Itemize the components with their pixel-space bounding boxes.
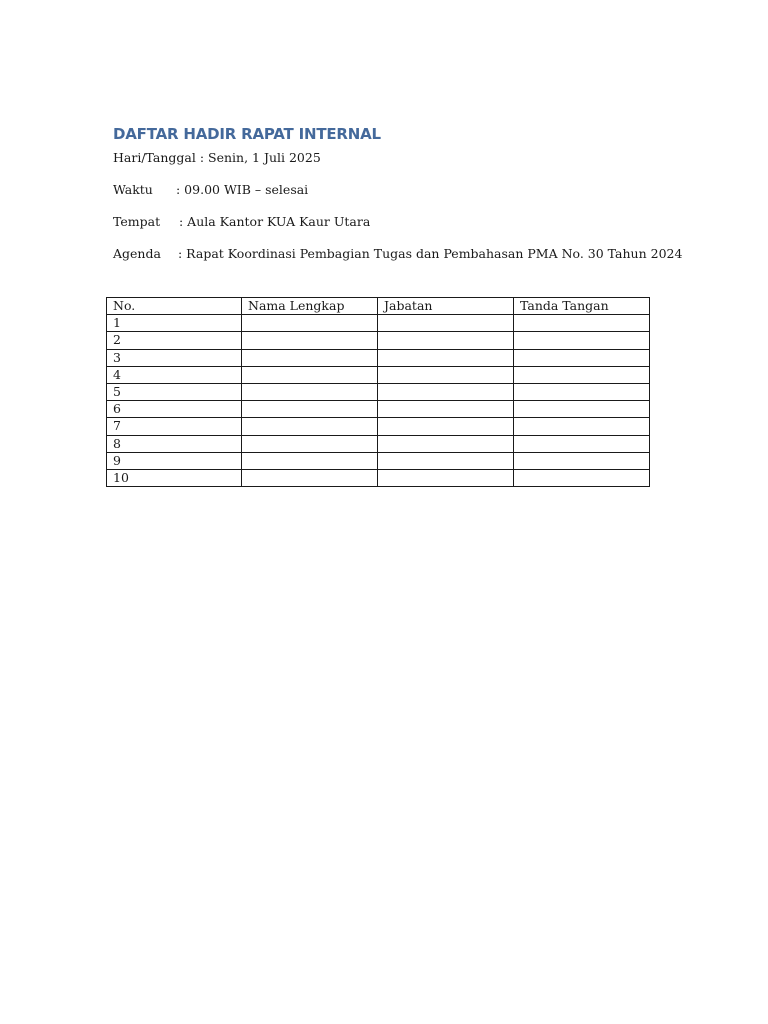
info-tempat-label: Tempat	[113, 214, 161, 229]
cell-jabatan[interactable]	[378, 349, 514, 366]
cell-nama[interactable]	[242, 349, 378, 366]
cell-nama[interactable]	[242, 315, 378, 332]
header-nama-lengkap: Nama Lengkap	[242, 298, 378, 315]
table-row	[107, 383, 650, 400]
cell-jabatan[interactable]	[378, 469, 514, 486]
cell-nama[interactable]	[242, 332, 378, 349]
cell-nama[interactable]	[242, 383, 378, 400]
cell-tanda-tangan[interactable]	[514, 349, 650, 366]
header-jabatan: Jabatan	[378, 298, 514, 315]
info-tempat-value: : Aula Kantor KUA Kaur Utara	[179, 214, 371, 229]
cell-jabatan[interactable]	[378, 401, 514, 418]
cell-tanda-tangan[interactable]	[514, 418, 650, 435]
cell-tanda-tangan[interactable]	[514, 452, 650, 469]
cell-jabatan[interactable]	[378, 383, 514, 400]
cell-tanda-tangan[interactable]	[514, 366, 650, 383]
cell-no: 3	[107, 349, 242, 366]
document-title: DAFTAR HADIR RAPAT INTERNAL	[113, 125, 381, 143]
cell-nama[interactable]	[242, 418, 378, 435]
cell-jabatan[interactable]	[378, 452, 514, 469]
cell-nama[interactable]	[242, 401, 378, 418]
cell-tanda-tangan[interactable]	[514, 469, 650, 486]
cell-nama[interactable]	[242, 452, 378, 469]
table-row	[107, 418, 650, 435]
cell-jabatan[interactable]	[378, 332, 514, 349]
table-row	[107, 469, 650, 486]
table-row	[107, 315, 650, 332]
table-row	[107, 452, 650, 469]
attendance-table	[106, 297, 650, 487]
info-hari-tanggal: Hari/Tanggal : Senin, 1 Juli 2025	[113, 150, 321, 165]
info-waktu-label: Waktu	[113, 182, 153, 197]
table-row	[107, 435, 650, 452]
info-agenda-value: : Rapat Koordinasi Pembagian Tugas dan Pembahasan PMA No. 30 Tahun 2024	[178, 246, 683, 261]
cell-tanda-tangan[interactable]	[514, 383, 650, 400]
cell-tanda-tangan[interactable]	[514, 332, 650, 349]
cell-jabatan[interactable]	[378, 435, 514, 452]
cell-tanda-tangan[interactable]	[514, 401, 650, 418]
cell-no: 9	[107, 452, 242, 469]
info-agenda-label: Agenda	[113, 246, 161, 261]
header-tanda-tangan: Tanda Tangan	[514, 298, 650, 315]
cell-jabatan[interactable]	[378, 315, 514, 332]
cell-nama[interactable]	[242, 366, 378, 383]
cell-tanda-tangan[interactable]	[514, 315, 650, 332]
cell-no: 8	[107, 435, 242, 452]
cell-jabatan[interactable]	[378, 418, 514, 435]
info-waktu	[113, 182, 309, 197]
cell-no: 1	[107, 315, 242, 332]
info-tempat	[113, 214, 371, 229]
table-row	[107, 401, 650, 418]
cell-no: 7	[107, 418, 242, 435]
table-row	[107, 332, 650, 349]
table-header-row	[107, 298, 650, 315]
cell-jabatan[interactable]	[378, 366, 514, 383]
table-row	[107, 366, 650, 383]
info-waktu-value: : 09.00 WIB – selesai	[176, 182, 309, 197]
cell-no: 5	[107, 383, 242, 400]
cell-no: 4	[107, 366, 242, 383]
cell-no: 2	[107, 332, 242, 349]
table-row	[107, 349, 650, 366]
cell-tanda-tangan[interactable]	[514, 435, 650, 452]
header-no: No.	[107, 298, 242, 315]
cell-nama[interactable]	[242, 469, 378, 486]
cell-no: 6	[107, 401, 242, 418]
cell-no: 10	[107, 469, 242, 486]
cell-nama[interactable]	[242, 435, 378, 452]
info-agenda	[113, 246, 683, 261]
